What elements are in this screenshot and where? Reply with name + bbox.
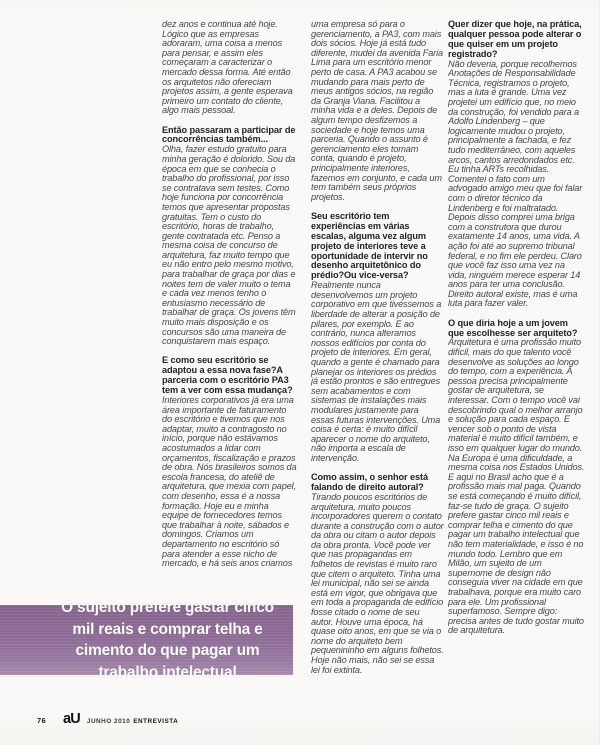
page-number: 76	[37, 716, 46, 725]
issue-label: JUNHO 2010	[86, 718, 131, 725]
article-column-3	[448, 20, 585, 710]
article-column-2	[311, 20, 444, 710]
interview-answer: Não deveria, porque recolhemos Anotações de Responsabilidade Técnica, registramos o projeto, mas a luta é grande. Uma vez projetei um edifício que, no meio da construção, foi vendido para a Adolfo Lindenberg – que logicamente mudou o projeto, principalmente a fachada, e fez tudo mediterrâneo, com aqueles arcos, cantos arredondados etc. Eu tinha ARTs recolhidas. Comentei o fato com um advogado amigo meu que foi falar com o diretor técnico da Lindenberg e foi maltratado. Depois disso comprei uma briga com a construtora que durou exatamente 14 anos, uma vida. A ação foi até ao supremo tribunal federal, e no fim ele perdeu. Claro que você faz isso uma vez na vida, ninguém merece esperar 14 anos para ter uma conclusão. Direito autoral existe, mas é uma luta para fazer valer.	[448, 58, 583, 309]
interview-answer: Olha, fazer estudo gratuito para minha geração é dolorido. Sou da época em que se conhecia o trabalho do profissional, por isso se contratava sem testes. Como hoje funciona por concorrência temos que apresentar propostas gratuitas. Tem o custo do escritório, horas de trabalho, gente contratada etc. Penso a mesma coisa de concurso de arquitetura, faz muito tempo que eu não entro pelo mesmo motivo, para trabalhar de graça por dias e noites tem de valer muito o tema e cada vez menos tenho o entusiasmo necessário de trabalhar de graça. Os jovens têm muito mais disposição e os concursos são uma maneira de conquistarem mais espaço.	[162, 144, 296, 347]
interview-answer: dez anos e continua até hoje. Lógico que as empresas adoraram, uma coisa a menos para pensar, e assim eles começaram a caracterizar o mercado dessa forma. Até então os arquitetos não ofereciam projetos assim, a gente esperava primeiro um contato do cliente, algo mais pessoal.	[162, 20, 293, 116]
page-footer	[37, 711, 178, 727]
interview-question: O que diria hoje a um jovem que escolhesse ser arquiteto?	[448, 317, 578, 338]
interview-answer: uma empresa só para o gerenciamento, a PA3, com mais dois sócios. Hoje já está tudo diferente, mudei da avenida Faria Lima para um escritório menor perto de casa. A PA3 acabou se mudando para mais perto de meus antigos sócios, na região da Granja Viana. Facilitou a minha vida e a deles. Depois de algum tempo desfizemos a sociedade e hoje temos uma parceria. Quando o assunto é gerenciamento eles tomam conta, quando é projeto, principalmente interiores, fazemos em conjunto, e cada um tem também seus próprios projetos.	[311, 20, 443, 202]
magazine-logo: aU	[62, 711, 80, 727]
section-label: ENTREVISTA	[133, 718, 179, 725]
interview-question: E como seu escritório se adaptou a essa nova fase?A parceria com o escritório PA3 tem a ver com essa mudança?	[162, 355, 293, 396]
interview-answer: Tirando poucos escritórios de arquitetura, muito poucos incorporadores querem o contato durante a construção com o autor da obra ou citam o autor depois da obra pronta. Você pode ver que nas propagandas em folhetos de revistas é muito raro que citem o arquiteto. Tinha uma lei municipal, não sei se ainda está em vigor, que obrigava que em toda a propaganda de edifício fosse citado o nome de seu autor. Houve uma época, há quase oito anos, em que se via o nome do arquiteto bem pequenininho em alguns folhetos. Hoje não mais, não sei se essa lei foi extinta.	[311, 491, 444, 675]
interview-answer: Realmente nunca desenvolvemos um projeto corporativo em que tivéssemos a liberdade de alterar a posição de pilares, por exemplo. E ao contrário, nunca alteramos nossos edifícios por conta do projeto de interiores. Em geral, quando a gente é chamado para planejar os interiores os prédios já estão prontos e são entregues sem acabamentos e com sistemas de instalações mais modulares justamente para essas futuras intervenções. Uma coisa é certa: é muito difícil aparecer o nome do arquiteto, não importa a escala de intervenção.	[311, 280, 442, 463]
interview-question: Quer dizer que hoje, na prática, qualquer pessoa pode alterar o que quiser em um projeto registrado?	[448, 20, 582, 59]
interview-question: Como assim, o senhor está falando de direito autoral?	[311, 472, 428, 492]
interview-answer: Arquitetura é uma profissão muito difícil, mais do que talento você desenvolve as soluções ao longo do tempo, com a experiência. A pessoa precisa principalmente gostar de arquitetura, se interessar. Com o tempo você vai descobrindo qual o melhor arranjo e solução para cada espaço. E vencer sob o ponto de vista material é muito difícil também, e isso em qualquer lugar do mundo. Na Europa é uma dificuldade, a mesma coisa nos Estados Unidos. E aqui no Brasil acho que é a profissão mais mal paga. Quando se está começando é muito difícil, faz-se tudo de graça. O sujeito prefere gastar cinco mil reais e comprar telha e cimento do que pagar um trabalho intelectual que não tem materialidade, e isso é no mundo todo. Lembro que em Milão, um sujeito de um supernome de design não conseguia viver na cidade em que trabalhava, porque era muito caro para ele. Um profissional superfamoso. Sempre digo: precisa antes de tudo gostar muito de arquitetura.	[448, 337, 585, 636]
article-column-1	[162, 20, 297, 600]
interview-question: Seu escritório tem experiências em várias escalas, alguma vez algum projeto de interiores teve a oportunidade de intervir no desenho arquitetônico do prédio?Ou vice-versa?	[311, 210, 428, 281]
interview-question: Então passaram a participar de concorrências também...	[162, 124, 296, 145]
pull-quote-box	[0, 599, 293, 681]
interview-answer: Interiores corporativos já era uma área importante de faturamento do escritório e tivemos que nos adaptar, muito a contragosto no início, porque não estávamos acostumados a lidar com orçamentos, fiscalização e prazos de obra. Nós brasileiros somos da escola francesa, do ateliê de arquitetura, que mexia com papel, com desenho, essa é a nossa formação. Hoje eu e minha equipe de fornecedores temos que trabalhar à noite, sábados e domingos. Criamos um departamento no escritório só para atender a esse nicho de mercado, e há seis anos criamos	[162, 395, 297, 569]
pull-quote-text: O sujeito prefere gastar cinco mil reais e comprar telha e cimento do que pagar um trabalho intelectual	[61, 599, 274, 681]
